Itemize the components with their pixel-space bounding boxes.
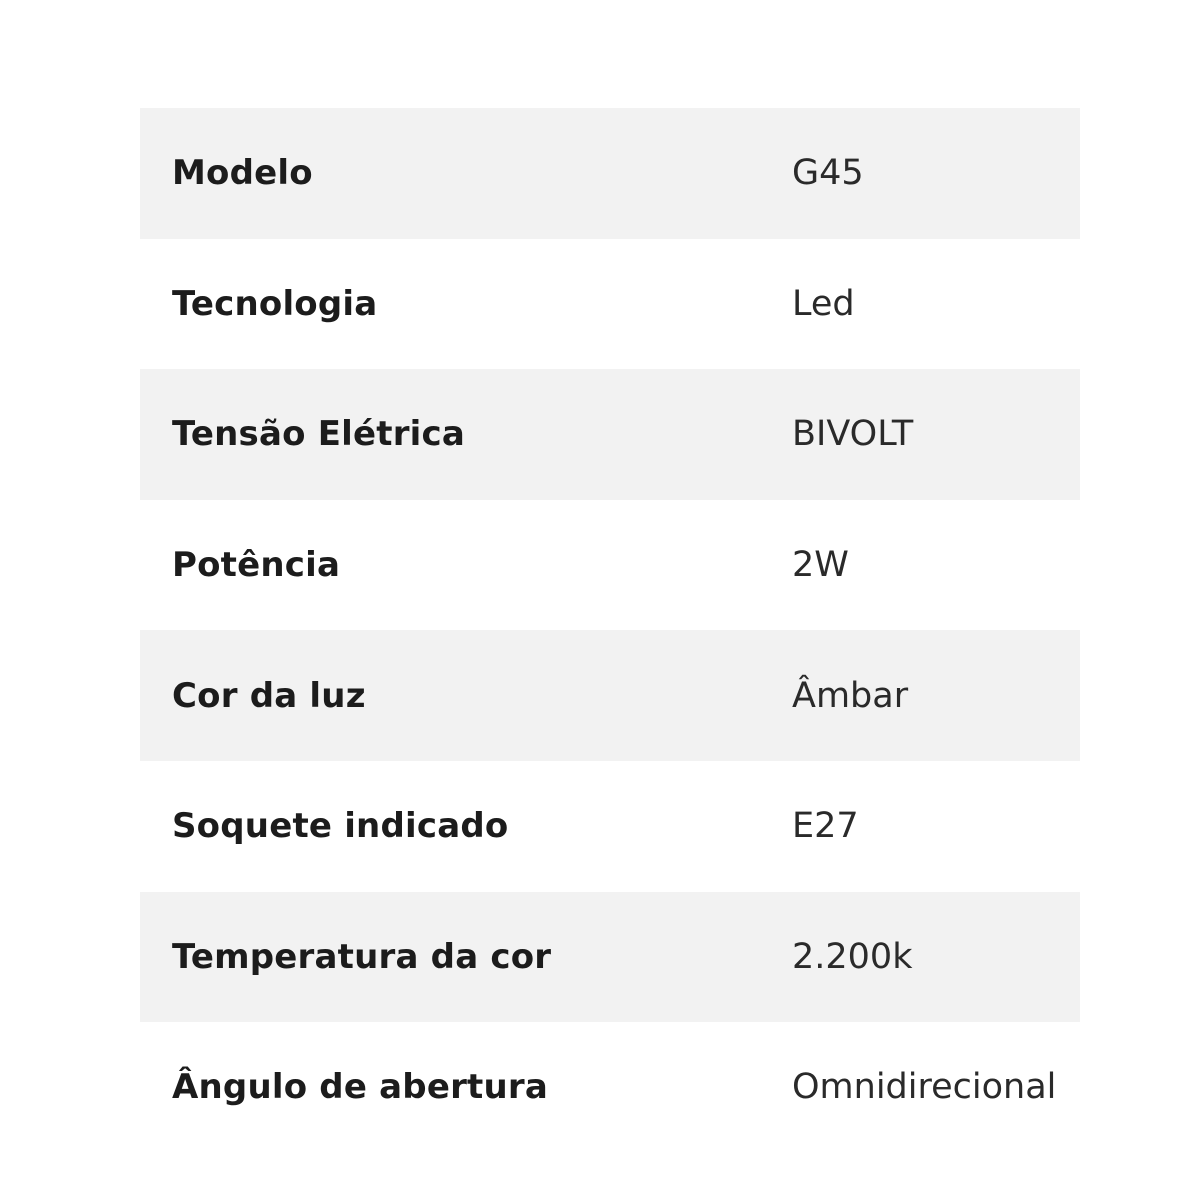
spec-row-modelo [140,108,1080,239]
spec-label: Ângulo de abertura [172,1067,549,1108]
spec-row-temperatura-da-cor [140,892,1080,1023]
spec-label: Tensão Elétrica [172,414,466,455]
spec-row-potencia [140,500,1080,631]
spec-label: Tecnologia [172,283,378,324]
spec-value: G45 [792,153,864,194]
spec-row-soquete-indicado [140,761,1080,892]
spec-value: Âmbar [792,675,909,716]
specifications-table [140,108,1080,1153]
spec-value: BIVOLT [792,414,914,455]
spec-value: Led [792,283,855,324]
spec-label: Soquete indicado [172,806,509,847]
spec-row-tensao-eletrica [140,369,1080,500]
spec-label: Temperatura da cor [172,936,552,977]
spec-row-tecnologia [140,239,1080,370]
spec-value: 2W [792,545,849,586]
spec-value: E27 [792,806,859,847]
spec-label: Modelo [172,153,313,194]
spec-value: Omnidirecional [792,1067,1057,1108]
spec-value: 2.200k [792,936,913,977]
spec-row-angulo-de-abertura [140,1022,1080,1153]
spec-label: Cor da luz [172,675,366,716]
spec-row-cor-da-luz [140,630,1080,761]
spec-label: Potência [172,545,341,586]
